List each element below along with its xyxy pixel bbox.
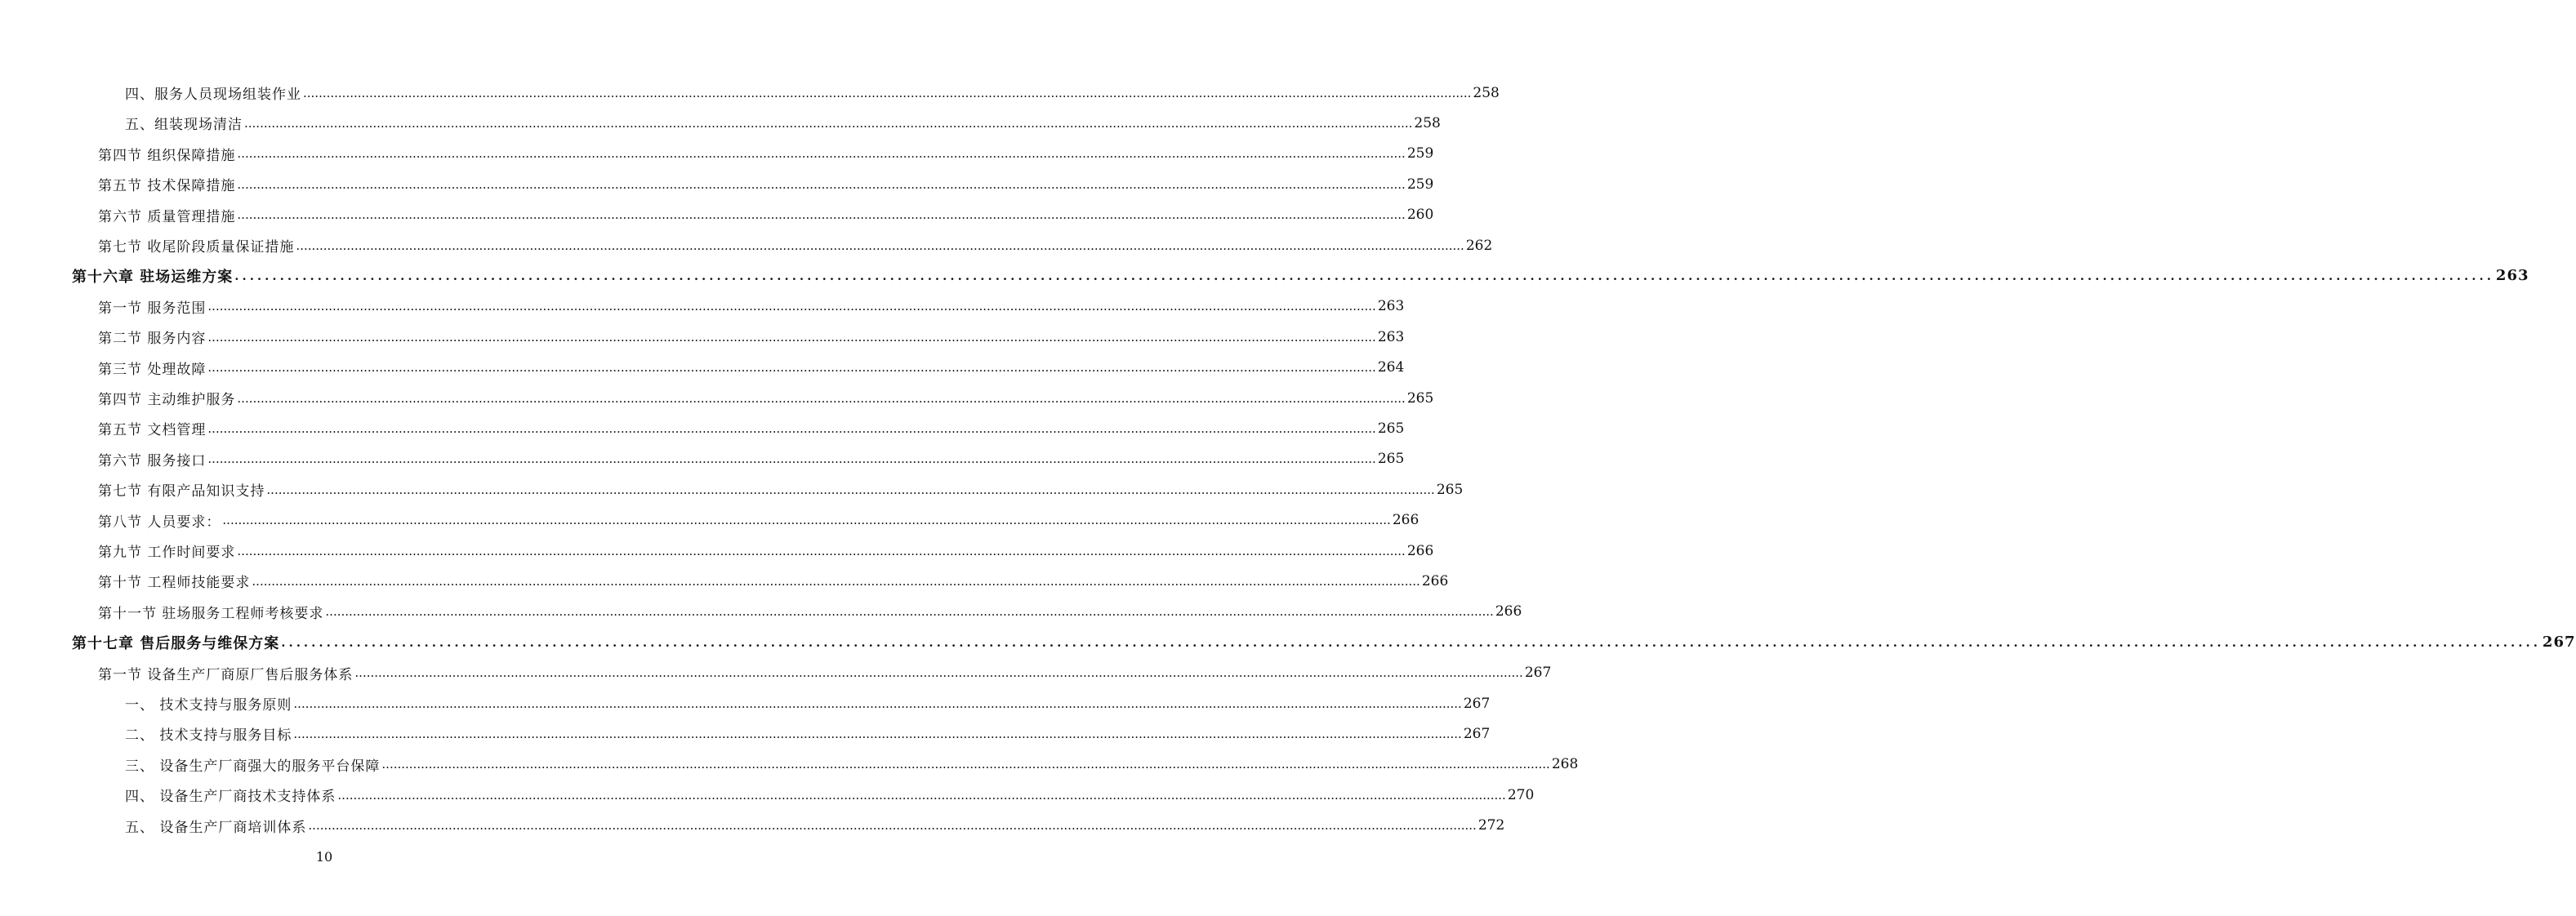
toc-page-number: 265 <box>1406 389 1434 407</box>
toc-leader-dots: ............................................................................................................................................................................................................................................................................................................ <box>281 634 2541 650</box>
toc-entry[interactable] <box>98 597 1522 627</box>
toc-entry-label: 第十一节 驻场服务工程师考核要求 <box>98 605 324 622</box>
toc-entry-label: 三、 设备生产厂商强大的服务平台保障 <box>125 758 381 775</box>
toc-entry[interactable] <box>98 291 1405 322</box>
toc-entry-label: 第五节 文档管理 <box>98 422 207 439</box>
toc-leader-dots: ............................................................................................................................................................................................................................................................................................................ <box>381 757 1550 772</box>
toc-page-number: 263 <box>1377 328 1405 345</box>
toc-entry-label: 四、服务人员现场组装作业 <box>125 87 301 103</box>
toc-entry-label: 第七节 收尾阶段质量保证措施 <box>98 239 295 256</box>
toc-entry-label: 第五节 技术保障措施 <box>98 178 236 195</box>
page-number: 10 <box>315 849 333 865</box>
toc-entry[interactable] <box>125 108 1441 138</box>
toc-entry-label: 二、 技术支持与服务目标 <box>125 727 292 745</box>
toc-leader-dots: ............................................................................................................................................................................................................................................................................................................ <box>293 696 1462 711</box>
toc-entry[interactable] <box>98 230 1493 260</box>
toc-entry[interactable] <box>98 536 1434 566</box>
toc-page-number: 263 <box>1377 298 1405 315</box>
toc-page-number: 267 <box>2542 634 2576 651</box>
toc-entry-label: 第四节 主动维护服务 <box>98 392 236 408</box>
toc-page-number: 266 <box>1392 512 1419 529</box>
toc-leader-dots: ............................................................................................................................................................................................................................................................................................................ <box>237 207 1406 223</box>
toc-entry[interactable] <box>125 718 1491 749</box>
toc-entry[interactable] <box>98 474 1464 505</box>
toc-leader-dots: ............................................................................................................................................................................................................................................................................................................ <box>207 420 1376 436</box>
toc-entry-label: 第十七章 售后服务与维保方案 <box>72 634 280 652</box>
toc-leader-dots: ............................................................................................................................................................................................................................................................................................................ <box>234 268 2494 283</box>
toc-entry[interactable] <box>125 780 1535 810</box>
toc-entry[interactable] <box>98 353 1405 383</box>
toc-entry[interactable] <box>98 169 1434 199</box>
toc-chapter-entry[interactable] <box>72 627 2576 657</box>
toc-leader-dots: ............................................................................................................................................................................................................................................................................................................ <box>207 329 1376 345</box>
toc-entry[interactable] <box>125 811 1505 841</box>
toc-page-number: 263 <box>2495 267 2529 285</box>
toc-entry-label: 五、 设备生产厂商培训体系 <box>125 819 307 836</box>
toc-page-number: 267 <box>1524 665 1552 682</box>
toc-entry[interactable] <box>98 505 1419 536</box>
toc-entry[interactable] <box>98 200 1434 230</box>
toc-leader-dots: ............................................................................................................................................................................................................................................................................................................ <box>293 726 1462 741</box>
toc-entry-label: 第八节 人员要求： <box>98 514 221 531</box>
toc-page-number: 265 <box>1377 451 1405 468</box>
toc-page-number: 265 <box>1377 420 1405 437</box>
toc-entry[interactable] <box>125 78 1500 108</box>
toc-leader-dots: ............................................................................................................................................................................................................................................................................................................ <box>207 451 1376 467</box>
toc-entry-label: 第四节 组织保障措施 <box>98 147 236 164</box>
toc-entry-label: 第六节 质量管理措施 <box>98 208 236 225</box>
toc-entry[interactable] <box>125 688 1491 718</box>
toc-leader-dots: ............................................................................................................................................................................................................................................................................................................ <box>303 85 1472 100</box>
toc-page-number: 267 <box>1463 695 1491 712</box>
toc-entry[interactable] <box>98 658 1552 688</box>
toc-entry-label: 第七节 有限产品知识支持 <box>98 483 265 500</box>
toc-leader-dots: ............................................................................................................................................................................................................................................................................................................ <box>308 818 1477 834</box>
toc-leader-dots: ............................................................................................................................................................................................................................................................................................................ <box>237 390 1406 406</box>
toc-leader-dots: ............................................................................................................................................................................................................................................................................................................ <box>244 115 1413 131</box>
toc-page-number: 260 <box>1406 207 1434 224</box>
toc-entry-label: 第十六章 驻场运维方案 <box>72 268 234 286</box>
toc-page-number: 266 <box>1421 572 1449 589</box>
toc-entry[interactable] <box>98 322 1405 352</box>
toc-entry-label: 第二节 服务内容 <box>98 331 207 348</box>
toc-leader-dots: ............................................................................................................................................................................................................................................................................................................ <box>296 238 1464 253</box>
toc-entry-label: 第三节 处理故障 <box>98 361 207 378</box>
toc-entry-label: 第六节 服务接口 <box>98 452 207 469</box>
toc-leader-dots: ............................................................................................................................................................................................................................................................................................................ <box>266 482 1435 497</box>
toc-leader-dots: ............................................................................................................................................................................................................................................................................................................ <box>237 543 1406 558</box>
toc-page-number: 262 <box>1465 237 1493 254</box>
toc-entry[interactable] <box>98 566 1449 596</box>
toc-page-number: 258 <box>1414 114 1441 131</box>
toc-entry-label: 第十节 工程师技能要求 <box>98 575 251 592</box>
toc-leader-dots: ............................................................................................................................................................................................................................................................................................................ <box>237 176 1406 192</box>
toc-entry-label: 四、 设备生产厂商技术支持体系 <box>125 789 336 806</box>
toc-entry[interactable] <box>98 413 1405 443</box>
toc-leader-dots: ............................................................................................................................................................................................................................................................................................................ <box>207 360 1376 376</box>
toc-page-number: 259 <box>1406 145 1434 162</box>
toc-leader-dots: ............................................................................................................................................................................................................................................................................................................ <box>337 787 1506 803</box>
toc-entry-label: 第一节 设备生产厂商原厂售后服务体系 <box>98 666 354 683</box>
toc-page-number: 258 <box>1473 84 1500 101</box>
toc-page-number: 266 <box>1495 603 1522 620</box>
toc-leader-dots: ............................................................................................................................................................................................................................................................................................................ <box>252 573 1420 589</box>
toc-page-number: 268 <box>1551 756 1579 773</box>
toc-leader-dots: ............................................................................................................................................................................................................................................................................................................ <box>325 604 1494 620</box>
toc-page-number: 265 <box>1436 481 1464 498</box>
toc-entry[interactable] <box>98 139 1434 169</box>
toc-leader-dots: ............................................................................................................................................................................................................................................................................................................ <box>237 146 1406 162</box>
toc-chapter-entry[interactable] <box>72 260 2529 291</box>
toc-page-number: 272 <box>1477 817 1505 834</box>
toc-entry[interactable] <box>98 383 1434 413</box>
toc-page-number: 267 <box>1463 725 1491 742</box>
toc-entry-label: 第九节 工作时间要求 <box>98 545 236 561</box>
toc-page-number: 266 <box>1406 542 1434 559</box>
toc-page-number: 264 <box>1377 359 1405 376</box>
toc-leader-dots: ............................................................................................................................................................................................................................................................................................................ <box>207 299 1376 314</box>
toc-entry-label: 第一节 服务范围 <box>98 300 207 317</box>
toc-entry-label: 五、组装现场清洁 <box>125 117 243 134</box>
toc-entry-label: 一、 技术支持与服务原则 <box>125 697 292 714</box>
toc-entry[interactable] <box>98 444 1405 474</box>
toc-page-number: 270 <box>1507 786 1535 803</box>
toc-entry[interactable] <box>125 749 1579 780</box>
toc-leader-dots: ............................................................................................................................................................................................................................................................................................................ <box>222 513 1391 528</box>
toc-leader-dots: ............................................................................................................................................................................................................................................................................................................ <box>354 665 1523 681</box>
toc-page-number: 259 <box>1406 176 1434 193</box>
